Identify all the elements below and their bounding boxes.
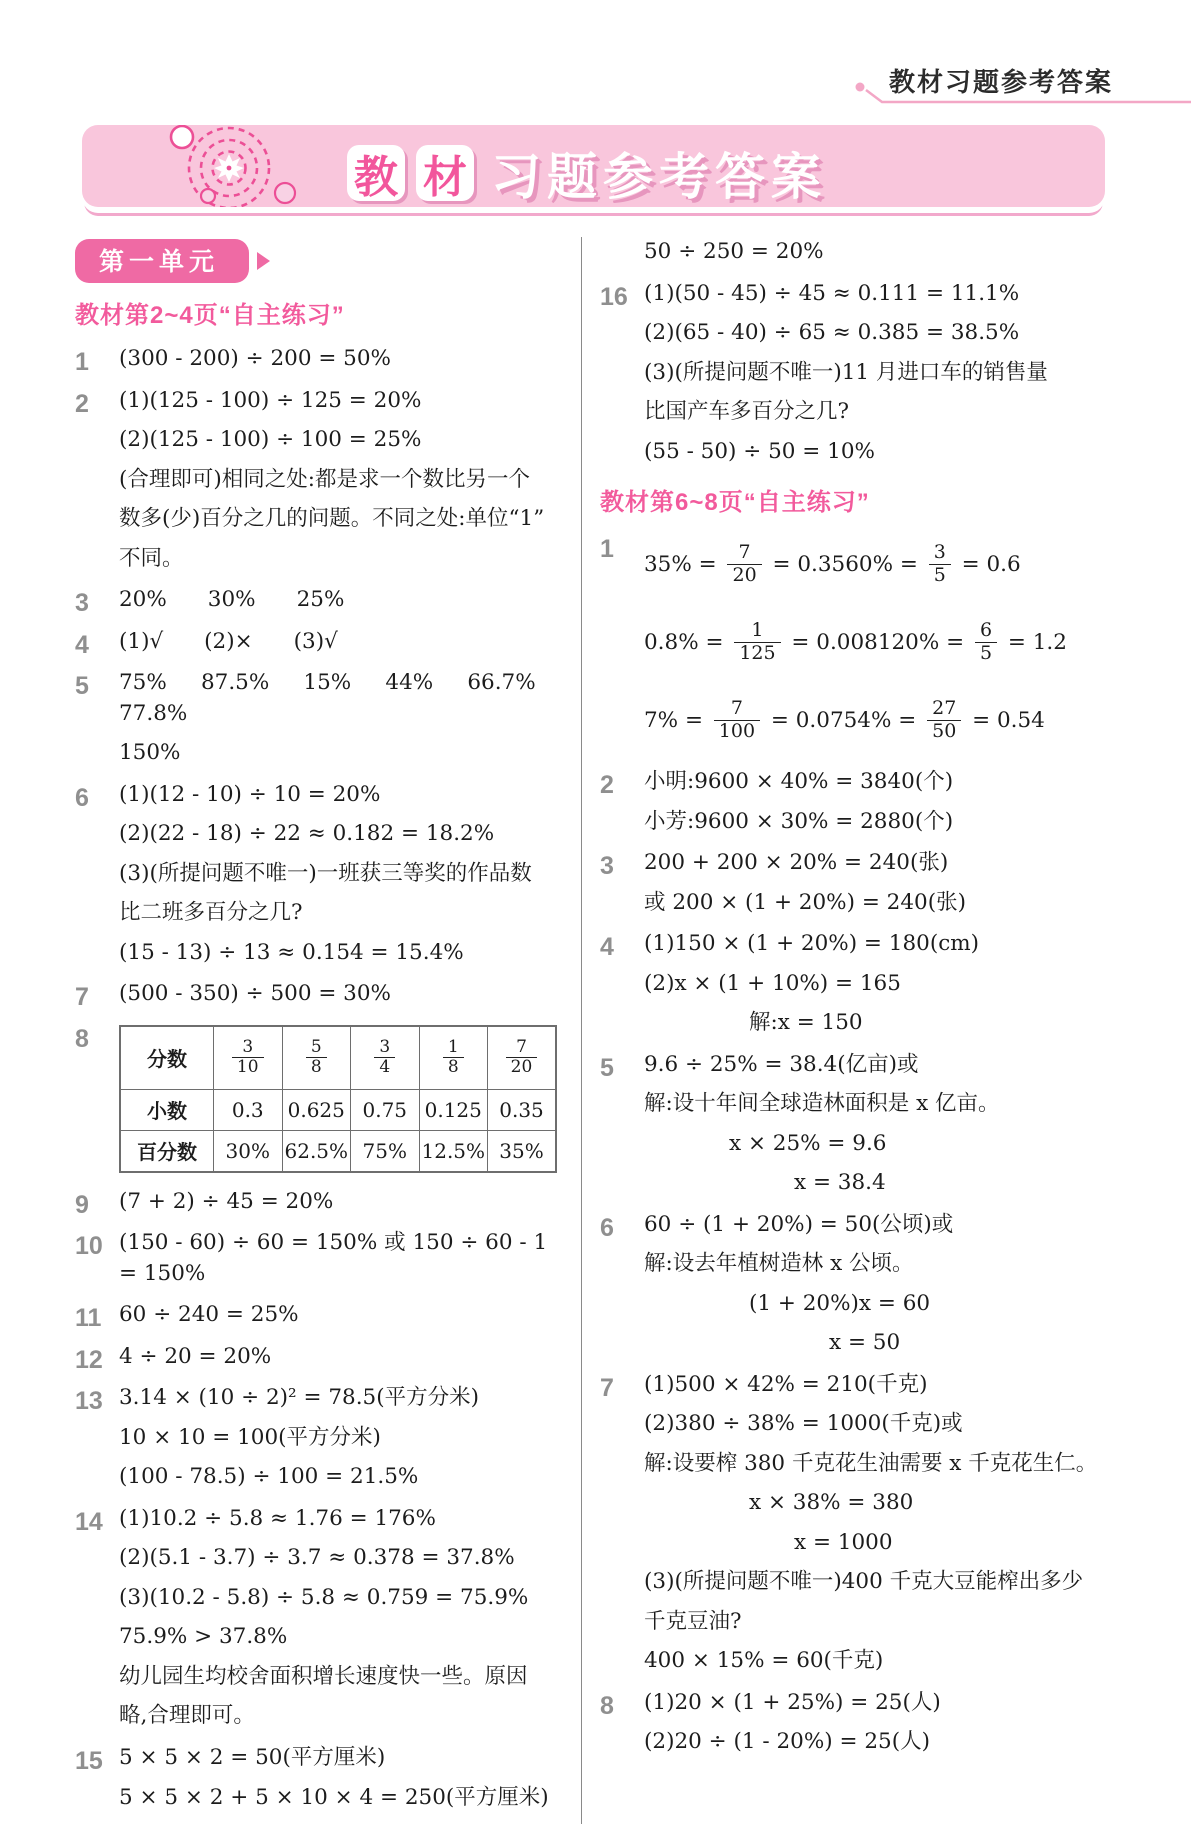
item-number: 4 bbox=[75, 630, 89, 659]
answer-line: x × 38% = 380 bbox=[749, 1490, 914, 1516]
fraction: $\frac{27}{50}$ bbox=[927, 698, 961, 742]
answer-line: (1)150 × (1 + 20%) = 180(cm) bbox=[644, 931, 980, 957]
answer-line: x = 50 bbox=[829, 1330, 901, 1356]
answer-line: (1)500 × 42% = 210(千克) bbox=[644, 1371, 928, 1397]
answer-item bbox=[75, 1021, 565, 1185]
answer-line: (7 + 2) ÷ 45 = 20% bbox=[119, 1188, 334, 1214]
answer-line: 400 × 15% = 60(千克) bbox=[644, 1648, 884, 1674]
table-cell: 35% bbox=[488, 1130, 557, 1172]
fraction: $\frac{1}{8}$ bbox=[443, 1038, 464, 1077]
answer-line: (合理即可)相同之处:都是求一个数比另一个 bbox=[119, 466, 531, 492]
answer-item bbox=[75, 1300, 565, 1340]
item-number: 8 bbox=[75, 1024, 89, 1053]
fraction: $\frac{3}{10}$ bbox=[232, 1038, 264, 1077]
conversion-table bbox=[119, 1025, 557, 1173]
table-cell: 0.625 bbox=[282, 1089, 351, 1130]
answer-item bbox=[600, 1370, 1117, 1686]
answer-line: (2)(125 - 100) ÷ 100 = 25% bbox=[119, 427, 422, 453]
fraction: $\frac{7}{20}$ bbox=[727, 542, 761, 586]
answer-line: 10 × 10 = 100(平方分米) bbox=[119, 1424, 381, 1450]
answer-line: 比国产车多百分之几? bbox=[644, 399, 850, 425]
answer-line: 9.6 ÷ 25% = 38.4(亿亩)或 bbox=[644, 1051, 919, 1077]
fraction: $\frac{7}{20}$ bbox=[506, 1038, 538, 1077]
answer-line: (2)20 ÷ (1 - 20%) = 25(人) bbox=[644, 1729, 930, 1755]
answer-line: 200 + 200 × 20% = 240(张) bbox=[644, 850, 949, 876]
answer-item bbox=[600, 279, 1117, 477]
item-number: 1 bbox=[600, 535, 614, 564]
answer-line: (1)20 × (1 + 25%) = 25(人) bbox=[644, 1689, 941, 1715]
item-number: 4 bbox=[600, 933, 614, 962]
answer-line: 5 × 5 × 2 = 50(平方厘米) bbox=[119, 1744, 386, 1770]
fraction: $\frac{6}{5}$ bbox=[975, 620, 997, 664]
answer-line: (55 - 50) ÷ 50 = 10% bbox=[644, 438, 875, 464]
orbit-star-icon bbox=[167, 125, 307, 207]
unit-heading bbox=[75, 239, 565, 283]
item-number: 3 bbox=[75, 589, 89, 618]
answer-item-continuation bbox=[600, 237, 1117, 277]
item-number: 11 bbox=[75, 1304, 102, 1333]
answer-line: 解:x = 150 bbox=[749, 1010, 863, 1036]
conversion-row: 0.8% = $\frac{1}{125}$ = 0.008 120% = $\frac{6}{5}$ = 1.2 bbox=[644, 619, 1067, 664]
item-number: 8 bbox=[600, 1691, 614, 1720]
answer-line: x = 38.4 bbox=[794, 1170, 886, 1196]
answer-line: (100 - 78.5) ÷ 100 = 21.5% bbox=[119, 1464, 419, 1490]
answer-line: (2)(22 - 18) ÷ 22 ≈ 0.182 = 18.2% bbox=[119, 821, 495, 847]
answer-item bbox=[75, 1342, 565, 1382]
answer-line: 略,合理即可。 bbox=[119, 1703, 255, 1729]
answer-line: (1)√ (2)× (3)√ bbox=[119, 628, 338, 654]
answer-line: 比二班多百分之几? bbox=[119, 900, 303, 926]
table-cell: 0.75 bbox=[351, 1089, 420, 1130]
section-heading: 教材第6~8页“自主练习” bbox=[600, 489, 870, 517]
item-number: 2 bbox=[600, 771, 614, 800]
right-column bbox=[582, 237, 1117, 1824]
answer-item bbox=[75, 585, 565, 625]
conversion-row: 35% = $\frac{7}{20}$ = 0.35 60% = $\frac{3}{5}$ = 0.6 bbox=[644, 541, 1021, 586]
answer-line: (150 - 60) ÷ 60 = 150% 或 150 ÷ 60 - 1 = 150% bbox=[119, 1230, 554, 1286]
answer-line: (1)10.2 ÷ 5.8 ≈ 1.76 = 176% bbox=[119, 1505, 436, 1531]
banner-boxed-char: 材 bbox=[416, 145, 474, 201]
fraction: $\frac{1}{125}$ bbox=[734, 620, 780, 664]
answer-item bbox=[75, 627, 565, 667]
answer-line: (3)(所提问题不唯一)11 月进口车的销售量 bbox=[644, 359, 1048, 385]
answer-item bbox=[600, 929, 1117, 1048]
answer-line: 解:设要榨 380 千克花生油需要 x 千克花生仁。 bbox=[644, 1450, 1098, 1476]
table-cell: 0.125 bbox=[419, 1089, 488, 1130]
fraction: $\frac{5}{8}$ bbox=[306, 1038, 327, 1077]
answer-line: (2)380 ÷ 38% = 1000(千克)或 bbox=[644, 1411, 963, 1437]
item-number: 5 bbox=[600, 1053, 614, 1082]
answer-line: 60 ÷ (1 + 20%) = 50(公顷)或 bbox=[644, 1211, 954, 1237]
table-row-label: 小数 bbox=[120, 1089, 214, 1130]
answer-item bbox=[75, 344, 565, 384]
answer-item bbox=[600, 1210, 1117, 1368]
table-cell: 12.5% bbox=[419, 1130, 488, 1172]
answer-line: 或 200 × (1 + 20%) = 240(张) bbox=[644, 889, 966, 915]
title-banner bbox=[82, 125, 1105, 207]
answer-line: 50 ÷ 250 = 20% bbox=[644, 239, 824, 264]
item-number: 6 bbox=[600, 1213, 614, 1242]
answer-line: 数多(少)百分之几的问题。不同之处:单位“1” bbox=[119, 506, 545, 532]
fraction: $\frac{3}{4}$ bbox=[374, 1038, 395, 1077]
answer-line: 150% bbox=[119, 740, 181, 766]
table-row bbox=[120, 1130, 556, 1172]
table-cell: 62.5% bbox=[282, 1130, 351, 1172]
answer-item bbox=[75, 1383, 565, 1502]
header-accent-line bbox=[820, 78, 1191, 108]
table-cell: 75% bbox=[351, 1130, 420, 1172]
answer-line: 75.9% > 37.8% bbox=[119, 1624, 288, 1650]
answer-line: 3.14 × (10 ÷ 2)² = 78.5(平方分米) bbox=[119, 1385, 479, 1411]
answer-item bbox=[75, 668, 570, 778]
answer-line: 小明:9600 × 40% = 3840(个) bbox=[644, 769, 954, 795]
answer-line: 60 ÷ 240 = 25% bbox=[119, 1302, 299, 1328]
item-number: 12 bbox=[75, 1345, 103, 1374]
item-number: 7 bbox=[75, 983, 89, 1012]
content-columns bbox=[75, 237, 1117, 1824]
answer-item bbox=[75, 1228, 565, 1298]
table-row bbox=[120, 1026, 556, 1090]
answer-item bbox=[600, 1050, 1117, 1208]
item-number: 5 bbox=[75, 672, 89, 701]
table-row bbox=[120, 1089, 556, 1130]
answer-line: 解:设去年植树造林 x 公顷。 bbox=[644, 1251, 914, 1277]
fraction: $\frac{7}{100}$ bbox=[714, 698, 760, 742]
item-number: 16 bbox=[600, 282, 628, 311]
answer-item bbox=[75, 780, 565, 978]
answer-line: 4 ÷ 20 = 20% bbox=[119, 1343, 272, 1369]
answer-line: (2)(5.1 - 3.7) ÷ 3.7 ≈ 0.378 = 37.8% bbox=[119, 1545, 515, 1571]
banner-title bbox=[347, 137, 827, 207]
answer-line: 解:设十年间全球造林面积是 x 亿亩。 bbox=[644, 1091, 1000, 1117]
table-row-label: 百分数 bbox=[120, 1130, 214, 1172]
answer-line: (300 - 200) ÷ 200 = 50% bbox=[119, 346, 391, 371]
item-number: 3 bbox=[600, 852, 614, 881]
item-number: 1 bbox=[75, 348, 89, 376]
answer-line: 不同。 bbox=[119, 545, 184, 571]
answer-line: (3)(所提问题不唯一)400 千克大豆能榨出多少 bbox=[644, 1569, 1084, 1595]
answer-line: (2)x × (1 + 10%) = 165 bbox=[644, 970, 901, 996]
answer-item bbox=[600, 1688, 1117, 1767]
answer-line: 5 × 5 × 2 + 5 × 10 × 4 = 250(平方厘米) bbox=[119, 1784, 549, 1810]
item-number: 15 bbox=[75, 1746, 103, 1775]
answer-line: (3)(所提问题不唯一)一班获三等奖的作品数 bbox=[119, 860, 532, 886]
table-cell: 0.35 bbox=[488, 1089, 557, 1130]
item-number: 7 bbox=[600, 1373, 614, 1402]
table-cell: 30% bbox=[214, 1130, 283, 1172]
item-number: 14 bbox=[75, 1507, 103, 1536]
conversion-row: 7% = $\frac{7}{100}$ = 0.07 54% = $\frac{27}{50}$ = 0.54 bbox=[644, 697, 1045, 742]
answer-item bbox=[600, 531, 1117, 765]
answer-item bbox=[600, 848, 1117, 927]
item-number: 9 bbox=[75, 1190, 89, 1219]
table-row-label: 分数 bbox=[120, 1026, 214, 1090]
answer-item bbox=[75, 979, 565, 1019]
answer-line: (3)(10.2 - 5.8) ÷ 5.8 ≈ 0.759 = 75.9% bbox=[119, 1584, 529, 1610]
answer-line: 幼儿园生均校舍面积增长速度快一些。原因 bbox=[119, 1663, 528, 1689]
item-number: 6 bbox=[75, 783, 89, 812]
answer-line: (500 - 350) ÷ 500 = 30% bbox=[119, 981, 391, 1007]
answer-item bbox=[75, 386, 565, 584]
answer-item bbox=[75, 1504, 565, 1741]
answer-item bbox=[75, 1743, 565, 1822]
item-number: 10 bbox=[75, 1232, 103, 1261]
answer-line: 75% 87.5% 15% 44% 66.7% 77.8% bbox=[119, 670, 570, 726]
left-column bbox=[75, 237, 582, 1824]
item-number: 13 bbox=[75, 1387, 103, 1416]
answer-line: 千克豆油? bbox=[644, 1608, 742, 1634]
banner-title-rest: 习题参考答案 bbox=[491, 149, 827, 205]
answer-line: (1 + 20%)x = 60 bbox=[749, 1290, 931, 1316]
answer-line: (1)(12 - 10) ÷ 10 = 20% bbox=[119, 781, 381, 807]
page-header-title: 教材习题参考答案 bbox=[888, 67, 1113, 97]
answer-line: 20% 30% 25% bbox=[119, 587, 345, 613]
banner-boxed-char: 教 bbox=[347, 145, 405, 201]
fraction: $\frac{3}{5}$ bbox=[929, 542, 951, 586]
answer-item bbox=[600, 767, 1117, 846]
answer-item bbox=[75, 1187, 565, 1227]
section-heading: 教材第2~4页“自主练习” bbox=[75, 302, 345, 329]
answer-line: (2)(65 - 40) ÷ 65 ≈ 0.385 = 38.5% bbox=[644, 320, 1020, 346]
unit-badge: 第一单元 bbox=[75, 239, 249, 283]
unit-arrow-icon bbox=[257, 252, 270, 270]
answer-line: (15 - 13) ÷ 13 ≈ 0.154 = 15.4% bbox=[119, 939, 464, 965]
answer-line: 小芳:9600 × 30% = 2880(个) bbox=[644, 808, 954, 834]
answer-line: x × 25% = 9.6 bbox=[729, 1130, 887, 1156]
item-number: 2 bbox=[75, 389, 89, 418]
answer-line: (1)(50 - 45) ÷ 45 ≈ 0.111 = 11.1% bbox=[644, 280, 1020, 306]
table-cell: 0.3 bbox=[214, 1089, 283, 1130]
answer-line: x = 1000 bbox=[794, 1529, 893, 1555]
answer-line: (1)(125 - 100) ÷ 125 = 20% bbox=[119, 387, 422, 413]
